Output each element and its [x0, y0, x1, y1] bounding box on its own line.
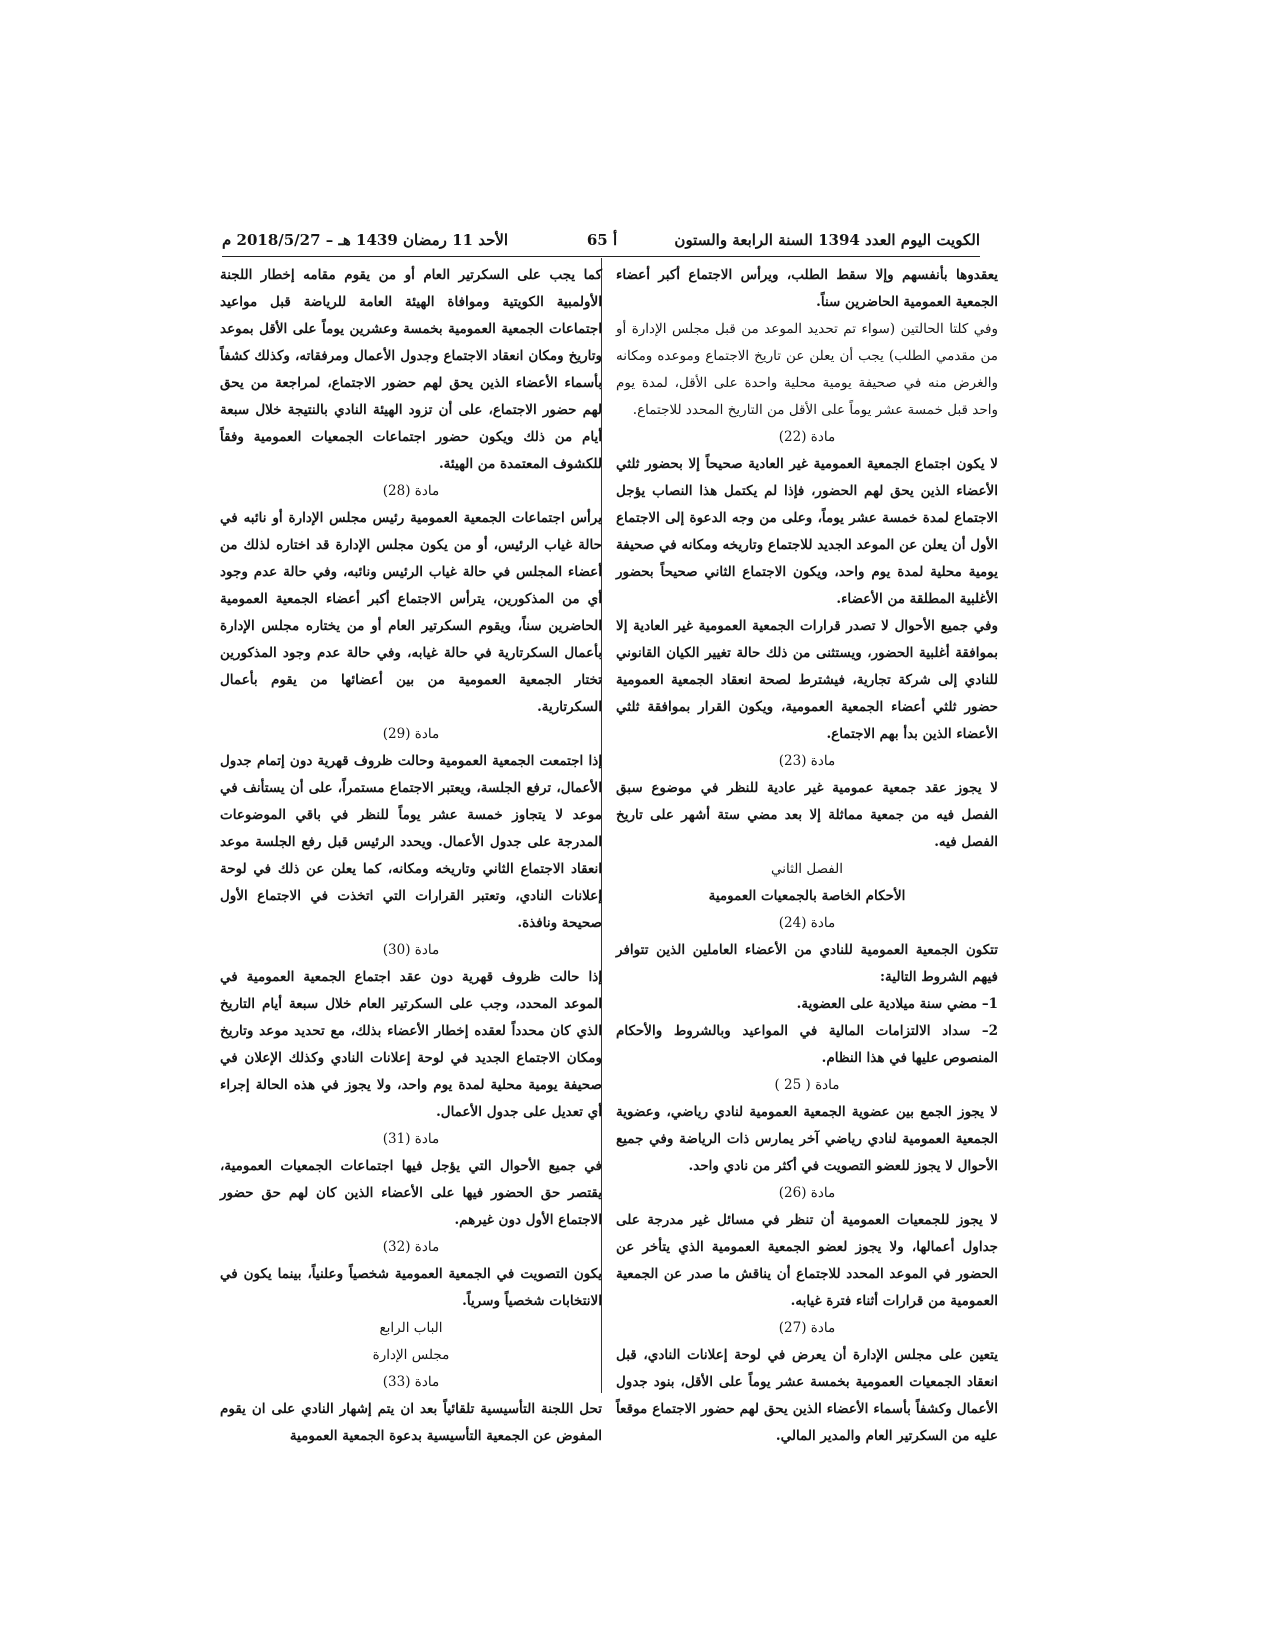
section-heading: مادة (24) — [778, 915, 836, 931]
article-paragraph: وفي كلتا الحالتين (سواء تم تحديد الموعد من قبل مجلس الإدارة أو من مقدمي الطلب) يجب أن يعلن عن تاريخ الاجتماع وموعده ومكانه والغرض منه في صحيفة يومية محلية واحدة على الأقل، لمدة يوم واحد قبل خمسة عشر يوماً على الأقل من التاريخ المحدد للاجتماع. — [616, 321, 998, 418]
issue-date: الأحد 11 رمضان 1439 هـ – 2018/5/27 م — [222, 231, 509, 249]
article-paragraph: كما يجب على السكرتير العام أو من يقوم مقامه إخطار اللجنة الأولمبية الكويتية وموافاة الهيئة العامة للرياضة قبل مواعيد اجتماعات الجمعية العمومية بخمسة وعشرين يوماً على الأقل بموعد وتاريخ ومكان انعقاد الاجتماع وجدول الأعمال ومرفقاته، وكذلك كشفاً بأسماء الأعضاء الذين يحق لهم حضور الاجتماع، لمراجعة من يحق لهم حضور الاجتماع، على أن تزود الهيئة النادي بالنتيجة خلال سبعة أيام من ذلك ويكون حضور اجتماعات الجمعيات العمومية وفقاً للكشوف المعتمدة من الهيئة. — [220, 267, 602, 472]
section-heading: مادة (23) — [778, 753, 836, 769]
article-paragraph: لا يجوز للجمعيات العمومية أن تنظر في مسائل غير مدرجة على جداول أعمالها، ولا يجوز لعضو الجمعية العمومية الذي يتأخر عن الحضور في الموعد المحدد للاجتماع أن يناقش ما صدر عن الجمعية العمومية من قرارات أثناء فترة غيابه. — [616, 1212, 998, 1309]
article-paragraph: يكون التصويت في الجمعية العمومية شخصياً وعلنياً، بينما يكون في الانتخابات شخصياً وسرياً. — [220, 1266, 602, 1309]
section-heading: الفصل الثاني — [771, 861, 843, 877]
article-paragraph: يعقدوها بأنفسهم وإلا سقط الطلب، ويرأس الاجتماع أكبر أعضاء الجمعية العمومية الحاضرين سناً. — [616, 267, 998, 310]
page-header — [222, 228, 980, 252]
publication-info: الكويت اليوم العدد 1394 السنة الرابعة والستون — [674, 231, 980, 249]
section-heading: الباب الرابع — [379, 1320, 443, 1336]
section-heading: مادة (29) — [382, 726, 440, 742]
article-paragraph: يرأس اجتماعات الجمعية العمومية رئيس مجلس الإدارة أو نائبه في حالة غياب الرئيس، أو من يكون مجلس الإدارة قد اختاره لذلك من أعضاء المجلس في حالة غياب الرئيس ونائبه، وفي حالة عدم وجود أي من المذكورين، يترأس الاجتماع أكبر أعضاء الجمعية العمومية الحاضرين سناً، ويقوم السكرتير العام أو من يختاره مجلس الإدارة بأعمال السكرتارية في حالة غيابه، وفي حالة عدم وجود المذكورين تختار الجمعية العمومية من بين أعضائها من يقوم بأعمال السكرتارية. — [220, 510, 602, 715]
header-rule — [222, 256, 980, 257]
article-paragraph: 2– سداد الالتزامات المالية في المواعيد وبالشروط والأحكام المنصوص عليها في هذا النظام. — [616, 1023, 998, 1066]
section-heading: مادة (28) — [382, 483, 440, 499]
section-heading: مادة ( 25 ) — [774, 1077, 840, 1093]
article-paragraph: إذا حالت ظروف قهرية دون عقد اجتماع الجمعية العمومية في الموعد المحدد، وجب على السكرتير العام خلال سبعة أيام التاريخ الذي كان محدداً لعقده إخطار الأعضاء بذلك، مع تحديد موعد وتاريخ ومكان الاجتماع الجديد في لوحة إعلانات النادي وكذلك الإعلان في صحيفة يومية محلية لمدة يوم واحد، ولا يجوز في هذه الحالة إجراء أي تعديل على جدول الأعمال. — [220, 969, 602, 1120]
article-paragraph: لا يكون اجتماع الجمعية العمومية غير العادية صحيحاً إلا بحضور ثلثي الأعضاء الذين يحق لهم الحضور، فإذا لم يكتمل هذا النصاب يؤجل الاجتماع لمدة خمسة عشر يوماً، وعلى من وجه الدعوة إلى الاجتماع الأول أن يعلن عن الموعد الجديد للاجتماع وتاريخه ومكانه في صحيفة يومية محلية لمدة يوم واحد، ويكون الاجتماع الثاني صحيحاً بحضور الأغلبية المطلقة من الأعضاء. — [616, 456, 998, 607]
right-column — [616, 262, 998, 1444]
section-heading: مادة (33) — [382, 1374, 440, 1390]
article-paragraph: لا يجوز الجمع بين عضوية الجمعية العمومية لنادي رياضي، وعضوية الجمعية العمومية لنادي رياضي آخر يمارس ذات الرياضة وفي جميع الأحوال لا يجوز للعضو التصويت في أكثر من نادي واحد. — [616, 1104, 998, 1174]
section-heading: مادة (30) — [382, 942, 440, 958]
article-paragraph: 1– مضي سنة ميلادية على العضوية. — [796, 996, 998, 1012]
section-heading: مادة (31) — [382, 1131, 440, 1147]
article-paragraph: تحل اللجنة التأسيسية تلقائياً بعد ان يتم إشهار النادي على ان يقوم المفوض عن الجمعية التأسيسية بدعوة الجمعية العمومية — [220, 1401, 602, 1444]
page-number: أ 65 — [586, 231, 618, 249]
article-paragraph: وفي جميع الأحوال لا تصدر قرارات الجمعية العمومية غير العادية إلا بموافقة أغلبية الحضور، ويستثنى من ذلك حالة تغيير الكيان القانوني للنادي إلى شركة تجارية، فيشترط لصحة انعقاد الجمعية العمومية حضور ثلثي أعضاء الجمعية العمومية، ويكون القرار بموافقة ثلثي الأعضاء الذين بدأ بهم الاجتماع. — [616, 618, 998, 742]
section-heading: مادة (32) — [382, 1239, 440, 1255]
article-paragraph: يتعين على مجلس الإدارة أن يعرض في لوحة إعلانات النادي، قبل انعقاد الجمعيات العمومية بخمسة عشر يوماً على الأقل، بنود جدول الأعمال وكشفاً بأسماء الأعضاء الذين يحق لهم حضور الاجتماع موقعاً عليه من السكرتير العام والمدير المالي. — [616, 1347, 998, 1444]
section-heading: مادة (26) — [778, 1185, 836, 1201]
section-heading: الأحكام الخاصة بالجمعيات العمومية — [708, 888, 906, 904]
article-paragraph: تتكون الجمعية العمومية للنادي من الأعضاء العاملين الذين تتوافر فيهم الشروط التالية: — [616, 942, 998, 985]
section-heading: مادة (22) — [778, 429, 836, 445]
article-paragraph: إذا اجتمعت الجمعية العمومية وحالت ظروف قهرية دون إتمام جدول الأعمال، ترفع الجلسة، ويعتبر الاجتماع مستمراً، على أن يستأنف في موعد لا يتجاوز خمسة عشر يوماً للنظر في باقي الموضوعات المدرجة على جدول الأعمال. ويحدد الرئيس قبل رفع الجلسة موعد انعقاد الاجتماع الثاني وتاريخه ومكانه، كما يعلن عن ذلك في لوحة إعلانات النادي، وتعتبر القرارات التي اتخذت في الاجتماع الأول صحيحة ونافذة. — [220, 753, 602, 931]
article-paragraph: في جميع الأحوال التي يؤجل فيها اجتماعات الجمعيات العمومية، يقتصر حق الحضور فيها على الأعضاء الذين كان لهم حق حضور الاجتماع الأول دون غيرهم. — [220, 1158, 602, 1228]
left-column — [220, 262, 602, 1444]
article-paragraph: لا يجوز عقد جمعية عمومية غير عادية للنظر في موضوع سبق الفصل فيه من جمعية مماثلة إلا بعد مضي ستة أشهر على تاريخ الفصل فيه. — [616, 780, 998, 850]
section-heading: مجلس الإدارة — [372, 1347, 450, 1363]
section-heading: مادة (27) — [778, 1320, 836, 1336]
